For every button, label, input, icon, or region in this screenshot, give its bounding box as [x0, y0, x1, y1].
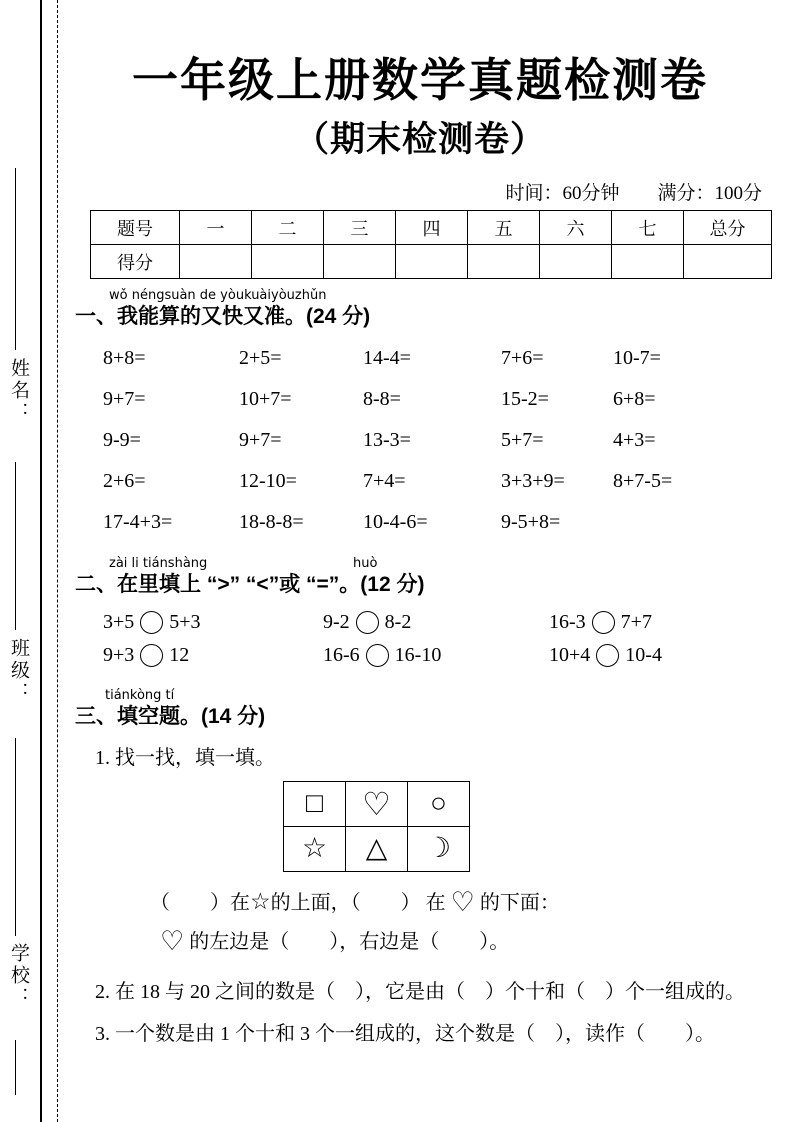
comparison-row	[103, 611, 775, 634]
score-empty-cell	[684, 245, 772, 279]
star-icon: ☆	[250, 889, 271, 914]
school-label: 学校：	[8, 943, 29, 1009]
arith-problem: 18-8-8=	[239, 511, 304, 533]
right-expression: 12	[169, 644, 190, 666]
star-shape: ☆	[284, 827, 346, 872]
question-2: 2. 在 18 与 20 之间的数是（ ），它是由（ ）个十和（ ）个一组成的。	[95, 981, 745, 1003]
heart-shape: ♡	[346, 782, 408, 827]
score-table-header-row	[91, 211, 772, 245]
arith-problem: 7+4=	[363, 470, 406, 492]
question-1-label: 1. 找一找，填一填。	[95, 747, 275, 769]
comparison-item	[323, 644, 549, 667]
arith-problem: 10-4-6=	[363, 511, 428, 533]
paper-subtitle: （期末检测卷）	[293, 120, 546, 159]
answer-circle	[366, 644, 389, 667]
arith-problem: 7+6=	[501, 347, 544, 369]
section-3	[75, 688, 775, 1048]
left-expression: 16-6	[323, 644, 360, 666]
pinyin-text: tiánkòng tí	[105, 688, 175, 703]
margin-solid-rule	[40, 0, 42, 1122]
score-table-col: 七	[612, 211, 684, 245]
left-expression: 9-2	[323, 611, 350, 633]
comparison-item	[549, 644, 775, 667]
left-expression: 16-3	[549, 611, 586, 633]
question-1-line-b	[160, 927, 775, 956]
arith-problem: 2+6=	[103, 470, 146, 492]
arith-problem: 9-5+8=	[501, 511, 561, 533]
score-table-col: 五	[468, 211, 540, 245]
arith-problem: 12-10=	[239, 470, 297, 492]
score-empty-cell	[468, 245, 540, 279]
heart-icon: ♡	[450, 887, 475, 917]
arithmetic-grid	[103, 347, 775, 534]
arith-problem: 17-4+3=	[103, 511, 173, 533]
arith-problem: 13-3=	[363, 429, 411, 451]
section-2	[75, 556, 775, 677]
arith-problem: 2+5=	[239, 347, 282, 369]
pinyin-text: zài li tiánshàng	[109, 556, 208, 571]
section-1-pinyin	[75, 288, 775, 304]
section-1	[75, 288, 775, 534]
left-expression: 9+3	[103, 644, 135, 666]
line-a-text: 的下面：	[474, 892, 560, 914]
arith-problem: 9+7=	[103, 388, 146, 410]
score-table-col: 三	[324, 211, 396, 245]
score-table-col: 四	[396, 211, 468, 245]
arith-problem: 3+3+9=	[501, 470, 565, 492]
arith-problem: 8+8=	[103, 347, 146, 369]
square-shape: □	[284, 782, 346, 827]
pinyin-text: wǒ néngsuàn de yòukuàiyòuzhǔn	[109, 288, 327, 303]
question-1-line-a	[150, 888, 775, 917]
section-3-pinyin	[75, 688, 775, 704]
name-write-line	[15, 168, 16, 350]
triangle-shape: △	[346, 827, 408, 872]
arith-problem: 5+7=	[501, 429, 544, 451]
comparison-item	[103, 611, 323, 634]
name-label: 姓名：	[8, 358, 29, 424]
paper-title: 一年级上册数学真题检测卷	[132, 55, 708, 106]
time-score-meta: 时间：60分钟 满分：100分	[505, 183, 762, 204]
answer-circle	[592, 611, 615, 634]
class-write-line	[15, 462, 16, 630]
score-empty-cell	[252, 245, 324, 279]
comparison-item	[549, 611, 775, 634]
bottom-write-line	[15, 1040, 16, 1095]
heart-icon: ♡	[160, 926, 185, 956]
shape-row	[284, 782, 470, 827]
margin-dashed-rule	[57, 0, 58, 1122]
arith-problem: 10-7=	[613, 347, 661, 369]
comparison-grid	[103, 611, 775, 667]
shape-grid	[283, 781, 470, 872]
right-expression: 5+3	[169, 611, 201, 633]
pinyin-text: huò	[353, 556, 378, 571]
arith-problem: 10+7=	[239, 388, 292, 410]
score-empty-cell	[540, 245, 612, 279]
answer-circle	[356, 611, 379, 634]
arith-problem: 14-4=	[363, 347, 411, 369]
right-expression: 7+7	[620, 611, 652, 633]
class-label: 班级：	[8, 638, 29, 704]
score-table-col: 一	[180, 211, 252, 245]
arith-problem: 15-2=	[501, 388, 549, 410]
score-table-corner: 题号	[91, 211, 180, 245]
right-expression: 8-2	[384, 611, 412, 633]
score-table-score-row	[91, 245, 772, 279]
score-label-cell: 得分	[91, 245, 180, 279]
line-a-text: （ ）在	[150, 892, 250, 914]
section-2-heading: 二、在里填上 “>” “<”或 “=”。(12 分)	[75, 573, 425, 596]
score-table-col: 二	[252, 211, 324, 245]
comparison-row	[103, 644, 775, 667]
shape-row	[284, 827, 470, 872]
circle-shape: ○	[408, 782, 470, 827]
section-2-pinyin	[75, 556, 775, 572]
score-table-col: 六	[540, 211, 612, 245]
comparison-item	[323, 611, 549, 634]
arith-problem: 8+7-5=	[613, 470, 673, 492]
answer-circle	[140, 644, 163, 667]
answer-circle	[596, 644, 619, 667]
left-expression: 3+5	[103, 611, 135, 633]
arith-problem: 9+7=	[239, 429, 282, 451]
answer-circle	[140, 611, 163, 634]
arith-problem: 6+8=	[613, 388, 656, 410]
left-expression: 10+4	[549, 644, 591, 666]
arith-problem: 9-9=	[103, 429, 141, 451]
right-expression: 10-4	[625, 644, 662, 666]
section-1-heading: 一、我能算的又快又准。(24 分)	[75, 305, 371, 328]
right-expression: 16-10	[394, 644, 442, 666]
arith-problem: 4+3=	[613, 429, 656, 451]
school-write-line	[15, 738, 16, 936]
score-empty-cell	[612, 245, 684, 279]
score-table	[90, 210, 772, 279]
line-b-text: 的左边是（ ），右边是（ ）。	[184, 931, 510, 953]
score-empty-cell	[180, 245, 252, 279]
comparison-item	[103, 644, 323, 667]
arith-problem: 8-8=	[363, 388, 401, 410]
section-3-heading: 三、填空题。(14 分)	[75, 705, 266, 728]
line-a-text: 的上面，（ ） 在	[270, 892, 451, 914]
question-3: 3. 一个数是由 1 个十和 3 个一组成的，这个数是（ ），读作（ ）。	[95, 1023, 715, 1045]
score-empty-cell	[324, 245, 396, 279]
moon-shape: ☽	[408, 827, 470, 872]
score-table-col: 总分	[684, 211, 772, 245]
score-empty-cell	[396, 245, 468, 279]
